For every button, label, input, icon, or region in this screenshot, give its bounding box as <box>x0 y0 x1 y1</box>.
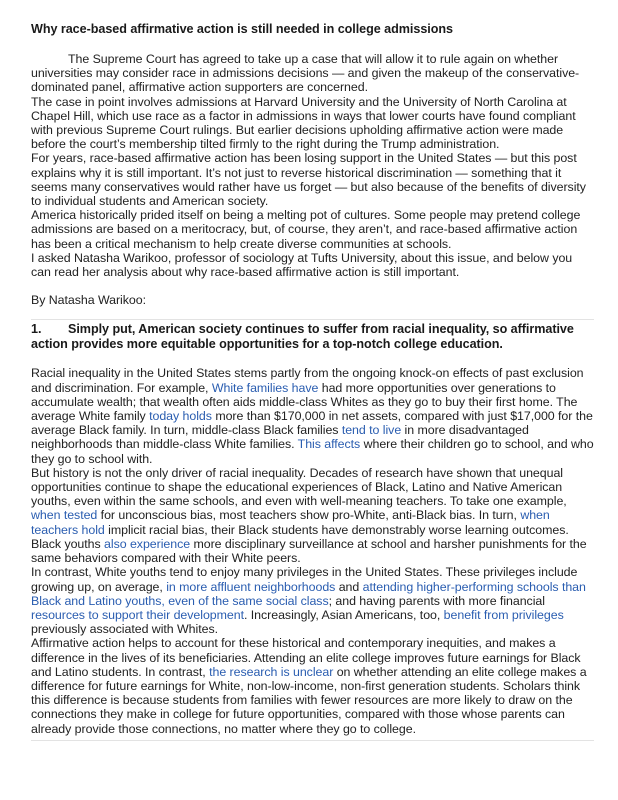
text-run: ; and having parents with more financial <box>328 593 545 608</box>
text-run: . Increasingly, Asian Americans, too, <box>244 607 444 622</box>
text-run: in more disadvantaged neighborhoods than middle-class White families. <box>31 423 529 452</box>
text-run: But history is not the only driver of racial inequality. Decades of research have shown that unequal opportunities continue to shape the educational experiences of Black, Latino and Native American youths, even within the same schools, and even with well-meaning teachers. To take one example, <box>31 465 567 509</box>
intro-paragraph: For years, race-based affirmative action has been losing support in the United States — but this post explains why it is still important. It’s not just to reverse historical discrimination — something that it seems many conservatives would rather have us forget — but also because of the benefits of diversity to individual students and American society. <box>31 151 586 209</box>
link-this-affects[interactable]: This affects <box>297 437 361 452</box>
byline: By Natasha Warikoo: <box>31 293 146 308</box>
link-more-affluent-neighborhoods[interactable]: in more affluent neighborhoods <box>166 579 336 594</box>
divider <box>31 740 594 741</box>
link-also-experience[interactable]: also experience <box>104 536 191 551</box>
intro-paragraph: I asked Natasha Warikoo, professor of sociology at Tufts University, about this issue, and below you can read her analysis about why race-based affirmative action is still important. <box>31 250 573 280</box>
text-run: Racial inequality in the United States stems partly from the ongoing knock-on effects of past exclusion and discrimination. For example, <box>31 366 584 395</box>
body-paragraph <box>31 636 594 735</box>
intro-paragraph: America historically prided itself on being a melting pot of cultures. Some people may pretend college admissions are based on a meritocracy, but, of course, they aren’t, and race-based affirmative action has been a critical mechanism to help create diverse communities at schools. <box>31 208 581 251</box>
text-run: Affirmative action helps to account for these historical and contemporary inequities, and makes a difference in the lives of its beneficiaries. Attending an elite college improves future earnings for Black and Latino students. In contrast, <box>31 636 581 679</box>
text-run: In contrast, White youths tend to enjoy many privileges in the United States. These privileges include growing up, on average, <box>31 565 578 594</box>
document-page <box>31 22 594 741</box>
text-run: for unconscious bias, most teachers show pro-White, anti-Black bias. In turn, <box>97 508 521 523</box>
text-run: where their children go to school, and who they go to school with. <box>31 437 594 466</box>
article-title: Why race-based affirmative action is still needed in college admissions <box>31 22 453 36</box>
text-run: implicit racial bias, their Black students have demonstrably worse learning outcomes. Black youths <box>31 522 569 551</box>
link-higher-performing-schools[interactable]: attending higher-performing schools than Black and Latino youths, even of the same social class <box>31 579 586 608</box>
body-paragraph <box>31 366 594 465</box>
link-resources-to-support[interactable]: resources to support their development <box>31 607 244 622</box>
link-when-tested[interactable]: when tested <box>31 508 98 523</box>
body-paragraph <box>31 466 594 565</box>
body-paragraph <box>31 565 594 636</box>
text-run: more than $170,000 in net assets, compared with just $17,000 for the average Black family. In turn, middle-class Black families <box>31 409 593 438</box>
intro-paragraph: The case in point involves admissions at Harvard University and the University of North Carolina at Chapel Hill, which use race as a factor in admissions in ways that lower courts have found compliant with previous Supreme Court rulings. But earlier decisions upholding affirmative action were made before the court’s membership tilted firmly to the right during the Trump administration. <box>31 94 576 152</box>
text-run: more disciplinary surveillance at school and harsher punishments for the same behaviors compared with their White peers. <box>31 536 587 566</box>
text-run: had more opportunities over generations to accumulate wealth; that wealth often aids middle-class Whites as they go to buy their first home. The average White family <box>31 380 578 424</box>
link-white-families-have[interactable]: White families have <box>211 380 319 395</box>
text-run: previously associated with Whites. <box>31 622 218 637</box>
text-run: on whether attending an elite college makes a difference for future earnings for White, non-low-income, non-first generation students. Scholars think this difference is because students from families with fewer resources are more likely to draw on the connections they make in college for future opportunities, compared with those whose parents can already provide those connections, no matter where they go to college. <box>31 664 587 736</box>
section-number: 1. <box>31 322 42 337</box>
link-when-teachers-hold[interactable]: when teachers hold <box>31 508 550 537</box>
link-research-is-unclear[interactable]: the research is unclear <box>209 664 334 679</box>
intro-paragraph: The Supreme Court has agreed to take up a case that will allow it to rule again on whether universities may consider race in admissions decisions — and given the makeup of the conservative-dominated panel, affirmative action supporters are concerned. <box>31 52 580 95</box>
link-today-holds[interactable]: today holds <box>149 409 212 424</box>
link-benefit-from-privileges[interactable]: benefit from privileges <box>443 607 564 622</box>
section-heading <box>31 322 594 352</box>
section-heading-text: Simply put, American society continues to suffer from racial inequality, so affirmative action provides more equitable opportunities for a top-notch college education. <box>31 322 574 352</box>
divider <box>31 319 594 320</box>
link-tend-to-live[interactable]: tend to live <box>341 423 402 438</box>
text-run: and <box>335 579 363 594</box>
